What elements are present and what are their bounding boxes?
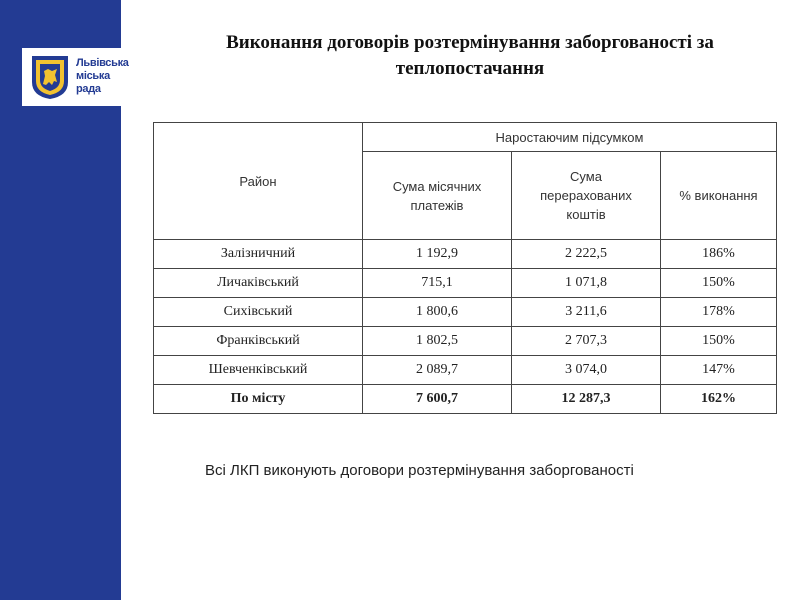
- transferred-cell: 3 211,6: [512, 298, 661, 327]
- percent-completion-header: % виконання: [661, 152, 777, 240]
- monthly-cell: 715,1: [363, 269, 512, 298]
- coat-of-arms-icon: [30, 54, 70, 100]
- transferred-cell: 3 074,0: [512, 356, 661, 385]
- monthly-cell: 1 802,5: [363, 327, 512, 356]
- table-row: [154, 269, 777, 298]
- table-row: [154, 356, 777, 385]
- title-line: теплопостачання: [395, 58, 545, 79]
- city-council-logo: [22, 48, 129, 106]
- logo-line: Львівська: [76, 57, 129, 69]
- transferred-cell: 12 287,3: [512, 385, 661, 414]
- percent-cell: 178%: [661, 298, 777, 327]
- logo-line: міська: [76, 70, 110, 82]
- percent-cell: 150%: [661, 327, 777, 356]
- cumulative-total-header: Наростаючим підсумком: [363, 123, 777, 152]
- footer-note: Всі ЛКП виконують договори розтермінування заборгованості: [205, 462, 634, 479]
- header-line: Сума: [570, 169, 602, 184]
- debt-restructuring-table: [153, 122, 777, 414]
- district-cell: Франківський: [154, 327, 363, 356]
- header-line: коштів: [566, 207, 606, 222]
- logo-line: рада: [76, 83, 101, 95]
- percent-cell: 150%: [661, 269, 777, 298]
- district-cell: Сихівський: [154, 298, 363, 327]
- district-cell: Залізничний: [154, 240, 363, 269]
- monthly-payments-header: [363, 152, 512, 240]
- monthly-cell: 2 089,7: [363, 356, 512, 385]
- monthly-cell: 1 192,9: [363, 240, 512, 269]
- transferred-cell: 2 222,5: [512, 240, 661, 269]
- page-title: [160, 30, 780, 82]
- table-row: [154, 240, 777, 269]
- transferred-cell: 1 071,8: [512, 269, 661, 298]
- transferred-funds-header: [512, 152, 661, 240]
- district-header: Район: [154, 123, 363, 240]
- district-cell: По місту: [154, 385, 363, 414]
- table-row: [154, 298, 777, 327]
- district-cell: Личаківський: [154, 269, 363, 298]
- title-line: Виконання договорів розтермінування заборгованості за: [226, 32, 714, 53]
- district-cell: Шевченківський: [154, 356, 363, 385]
- transferred-cell: 2 707,3: [512, 327, 661, 356]
- header-line: Сума місячних: [392, 178, 482, 194]
- table-row: [154, 327, 777, 356]
- logo-text: [76, 57, 129, 96]
- percent-cell: 186%: [661, 240, 777, 269]
- monthly-cell: 7 600,7: [363, 385, 512, 414]
- percent-cell: 162%: [661, 385, 777, 414]
- percent-cell: 147%: [661, 356, 777, 385]
- header-line: перерахованих: [540, 188, 632, 203]
- total-row: [154, 385, 777, 414]
- header-line: платежів: [410, 197, 464, 213]
- monthly-cell: 1 800,6: [363, 298, 512, 327]
